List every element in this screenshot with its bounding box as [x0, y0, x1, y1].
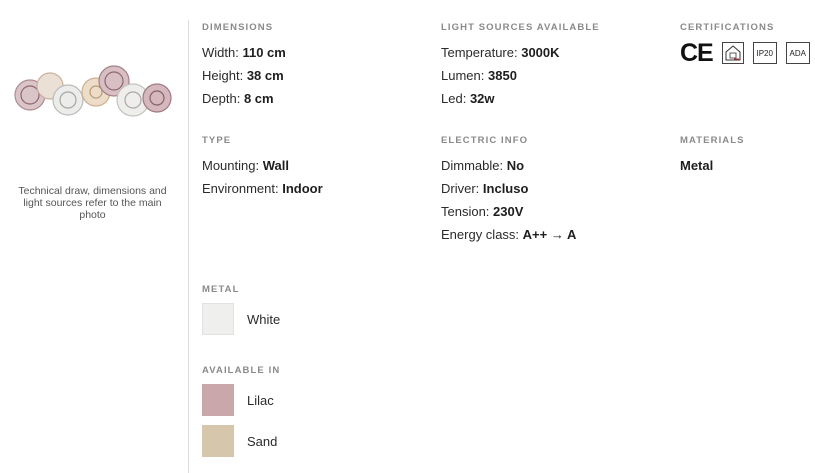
swatch-label-lilac: Lilac	[247, 392, 274, 408]
temperature-row	[441, 41, 600, 64]
environment-row	[202, 177, 323, 200]
lumen-value: 3850	[488, 68, 517, 83]
electric-info-title: ELECTRIC INFO	[441, 135, 529, 146]
vertical-divider	[188, 20, 189, 473]
width-value: 110 cm	[242, 45, 286, 60]
available-swatch-sand[interactable]	[202, 425, 280, 457]
dimmable-row	[441, 154, 576, 177]
tension-value: 230V	[493, 204, 524, 219]
metal-title: METAL	[202, 284, 240, 295]
dimmable-value: No	[506, 158, 525, 173]
temperature-label: Temperature:	[441, 45, 518, 60]
color-swatch-lilac[interactable]	[202, 384, 234, 416]
led-row	[441, 87, 600, 110]
dimension-depth-row	[202, 87, 286, 110]
temperature-value: 3000K	[521, 45, 560, 60]
materials-row	[680, 154, 745, 177]
type-title: TYPE	[202, 135, 232, 146]
energy-class-label: Energy class:	[441, 227, 520, 242]
height-label: Height:	[202, 68, 244, 83]
dimensions-section	[202, 22, 286, 110]
color-swatch-white[interactable]	[202, 303, 234, 335]
metal-section	[202, 284, 280, 344]
color-swatch-sand[interactable]	[202, 425, 234, 457]
materials-title: MATERIALS	[680, 135, 745, 146]
tension-label: Tension:	[441, 204, 490, 219]
certifications-section	[680, 22, 810, 65]
swatch-label-sand: Sand	[247, 433, 278, 449]
ada-icon: ADA	[786, 42, 810, 64]
product-thumbnail-image	[10, 62, 175, 124]
certification-icons	[680, 41, 810, 65]
led-label: Led:	[441, 91, 467, 106]
driver-value: Incluso	[482, 181, 529, 196]
product-preview-panel	[0, 0, 188, 473]
available-swatch-lilac[interactable]	[202, 384, 280, 416]
type-section	[202, 135, 323, 200]
certifications-title: CERTIFICATIONS	[680, 22, 775, 33]
light-sources-section	[441, 22, 600, 110]
energy-class-value: A++ → A	[522, 227, 577, 242]
height-value: 38 cm	[246, 68, 284, 83]
materials-value: Metal	[680, 158, 714, 173]
ce-mark-icon: CE	[680, 39, 713, 67]
preview-caption: Technical draw, dimensions and light sources refer to the main photo	[18, 185, 167, 221]
lumen-row	[441, 64, 600, 87]
swatch-label-white: White	[247, 311, 281, 327]
width-label: Width:	[202, 45, 239, 60]
led-value: 32w	[469, 91, 495, 106]
mounting-label: Mounting:	[202, 158, 260, 173]
depth-value: 8 cm	[243, 91, 274, 106]
ip20-icon: IP20	[753, 42, 777, 64]
depth-label: Depth:	[202, 91, 241, 106]
electric-info-section	[441, 135, 576, 246]
energy-class-row	[441, 223, 576, 246]
mounting-row	[202, 154, 323, 177]
class-ii-insulation-icon	[722, 42, 744, 64]
tension-row	[441, 200, 576, 223]
metal-swatch-white[interactable]	[202, 303, 280, 335]
dimension-width-row	[202, 41, 286, 64]
light-sources-title: LIGHT SOURCES AVAILABLE	[441, 22, 600, 33]
environment-value: Indoor	[282, 181, 323, 196]
driver-label: Driver:	[441, 181, 480, 196]
materials-section	[680, 135, 745, 177]
mounting-value: Wall	[262, 158, 289, 173]
environment-label: Environment:	[202, 181, 279, 196]
available-in-section	[202, 365, 280, 466]
dimmable-label: Dimmable:	[441, 158, 504, 173]
driver-row	[441, 177, 576, 200]
lumen-label: Lumen:	[441, 68, 485, 83]
dimensions-title: DIMENSIONS	[202, 22, 274, 33]
dimension-height-row	[202, 64, 286, 87]
available-in-title: AVAILABLE IN	[202, 365, 281, 376]
